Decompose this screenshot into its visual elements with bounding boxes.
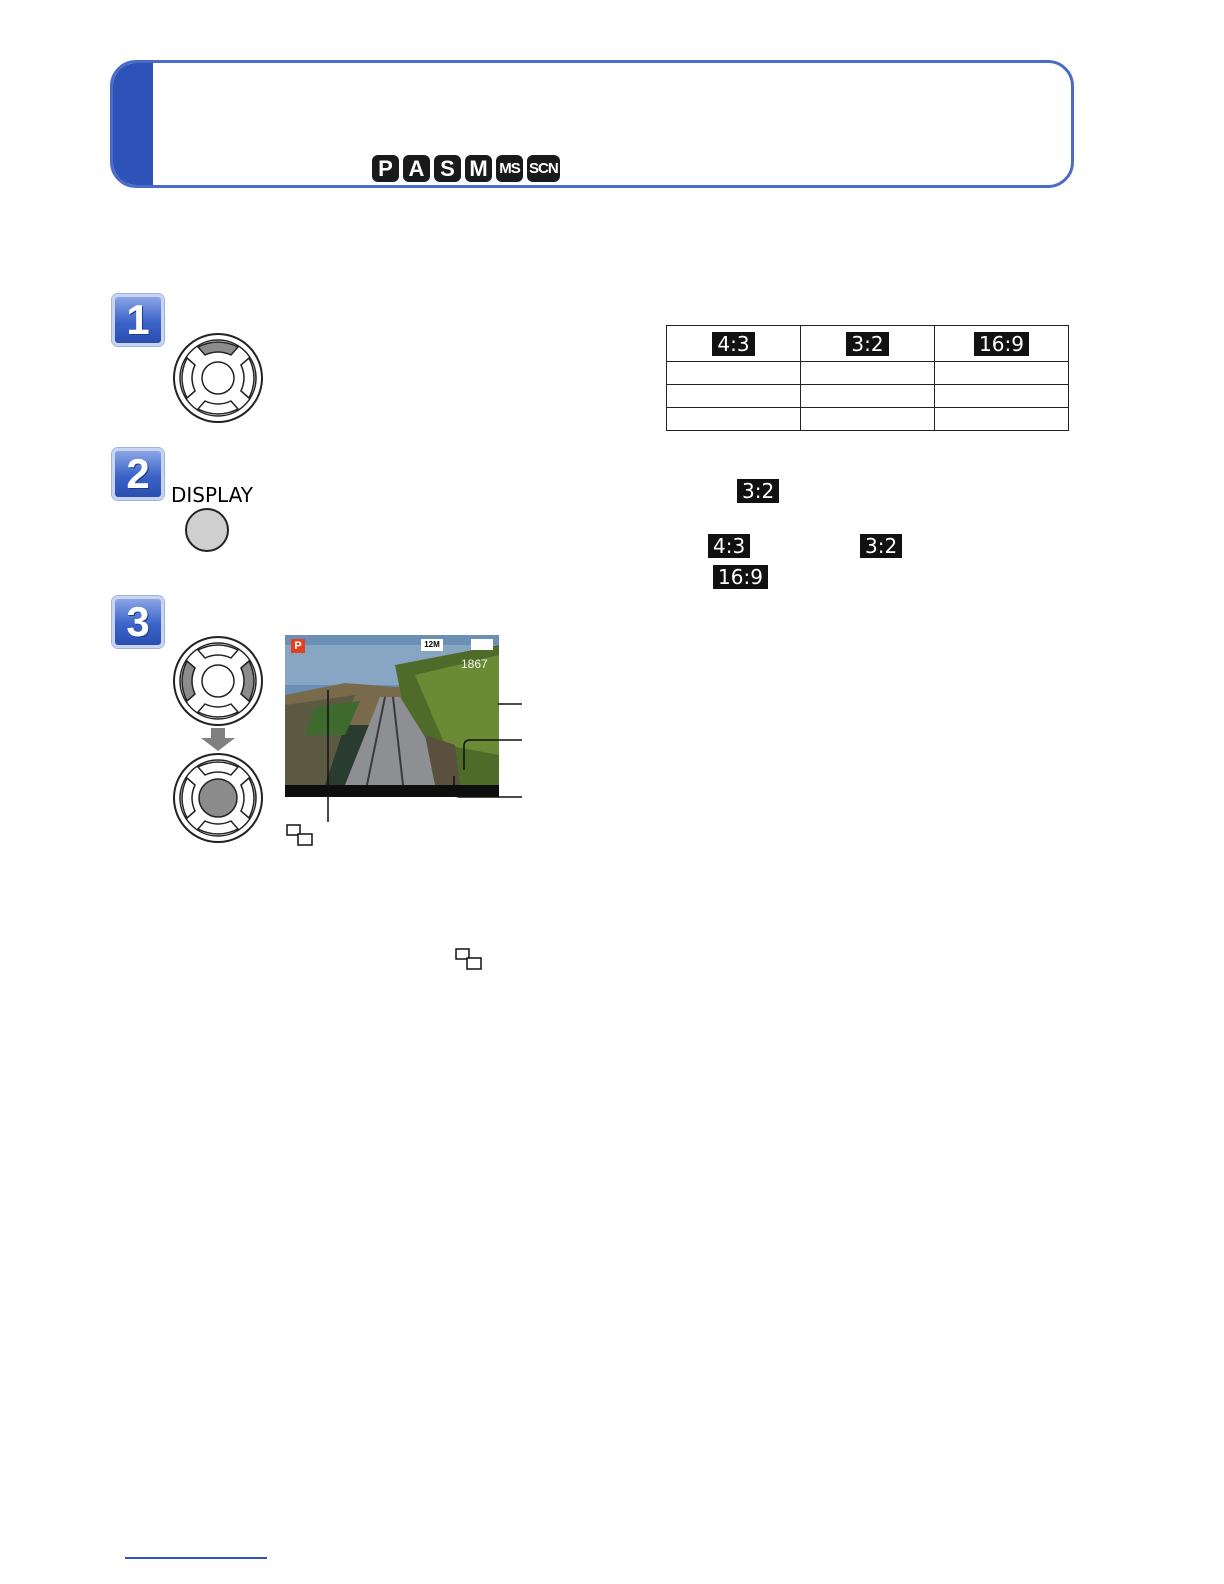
ratio-header-cell <box>801 326 935 362</box>
step-2-badge: 2 <box>112 448 164 500</box>
table-cell <box>667 408 801 431</box>
step-1-badge: 1 <box>112 294 164 346</box>
table-cell <box>667 385 801 408</box>
guide-line-icon <box>286 824 314 846</box>
ratio-header-cell <box>667 326 801 362</box>
table-cell <box>801 408 935 431</box>
step-3-badge: 3 <box>112 596 164 648</box>
ratio-4-3-tag: 4:3 <box>712 332 754 356</box>
mode-scn-icon: SCN <box>527 155 560 182</box>
cursor-pad-up-icon <box>171 331 265 425</box>
mode-p-icon: P <box>372 155 399 182</box>
mode-a-icon: A <box>403 155 430 182</box>
arrow-down-icon <box>201 728 235 752</box>
cursor-pad-left-right-icon <box>171 634 265 728</box>
table-cell <box>801 362 935 385</box>
note-ratio-16-9-tag: 16:9 <box>713 565 768 589</box>
note-ratio-4-3-tag: 4:3 <box>708 534 750 558</box>
mode-icons <box>372 155 560 182</box>
cursor-pad-set-icon <box>171 751 265 845</box>
table-cell <box>935 408 1069 431</box>
note-ratio-3-2-tag-2: 3:2 <box>860 534 902 558</box>
footer-link-underline[interactable] <box>125 1557 267 1559</box>
lcd-shots-remaining: 1867 <box>461 657 488 671</box>
display-button[interactable] <box>185 508 229 552</box>
mode-s-icon: S <box>434 155 461 182</box>
ratio-header-cell <box>935 326 1069 362</box>
table-cell <box>935 362 1069 385</box>
table-cell <box>667 362 801 385</box>
table-cell <box>801 385 935 408</box>
note-ratio-3-2-tag: 3:2 <box>737 479 779 503</box>
aspect-ratio-table <box>666 325 1069 431</box>
guide-line-inline-icon <box>455 948 483 970</box>
mode-m-icon: M <box>465 155 492 182</box>
header-accent-bar <box>113 63 153 185</box>
lcd-battery-icon <box>471 639 493 650</box>
display-button-label: DISPLAY <box>171 483 254 507</box>
ratio-16-9-tag: 16:9 <box>974 332 1029 356</box>
mode-ms-icon: MS <box>496 155 523 182</box>
header-panel <box>110 60 1074 188</box>
callout-lines <box>320 690 530 825</box>
lcd-resolution-icon: 12M <box>421 639 443 651</box>
table-cell <box>935 385 1069 408</box>
ratio-3-2-tag: 3:2 <box>846 332 888 356</box>
lcd-mode-icon: P <box>291 639 305 653</box>
